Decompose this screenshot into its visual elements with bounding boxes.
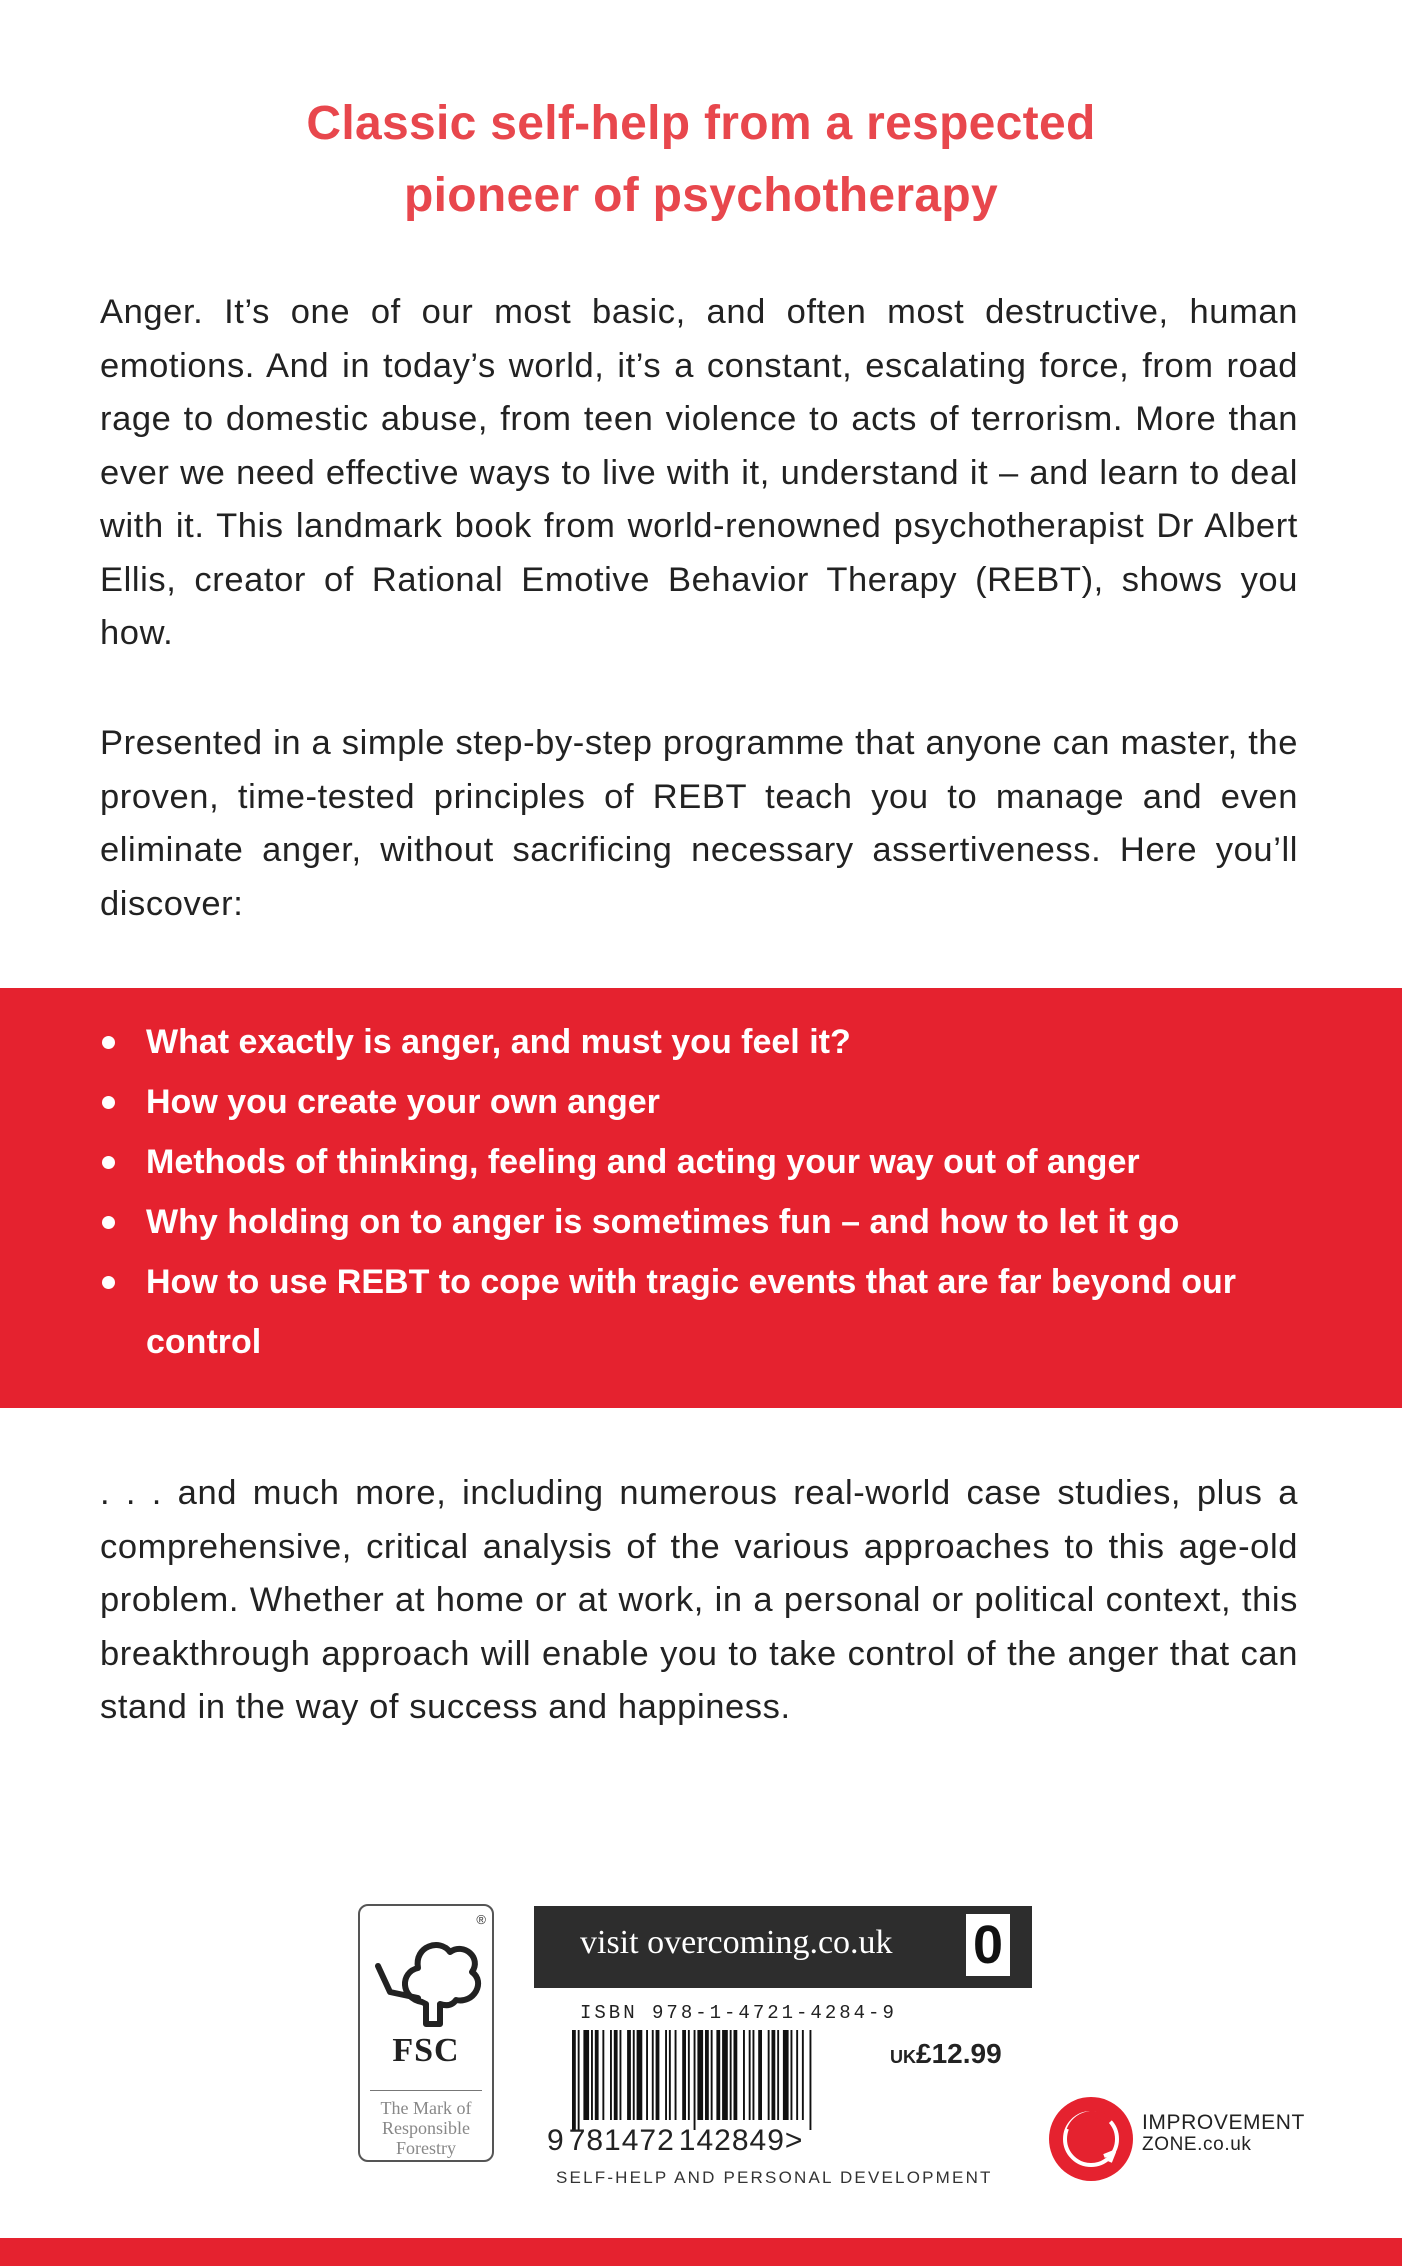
fsc-tagline: The Mark of Responsible Forestry [380,2098,472,2158]
barcode-bar [656,2030,660,2120]
list-item: Why holding on to anger is sometimes fun – and how to let it go [100,1192,1300,1252]
barcode-bar [614,2030,618,2120]
bullet-icon [102,1156,115,1169]
barcode-bar [595,2030,599,2120]
barcode-bar [610,2030,612,2120]
list-item: Methods of thinking, feeling and acting your way out of anger [100,1132,1300,1192]
list-item: How to use REBT to cope with tragic events that are far beyond our control [100,1252,1300,1372]
barcode-bar [730,2030,732,2120]
barcode-bar [646,2030,648,2120]
website-link[interactable]: visit overcoming.co.uk [580,1924,893,1961]
headline [0,88,1402,232]
price: UK£12.99 [890,2038,1002,2069]
registered-mark: ® [476,1912,486,1927]
barcode-bar [591,2030,593,2120]
fsc-divider [370,2090,482,2091]
list-item: How you create your own anger [100,1072,1300,1132]
barcode-bar [810,2030,812,2130]
barcode-bar [665,2030,667,2120]
isbn: ISBN 978-1-4721-4284-9 [580,2002,897,2024]
barcode-bar [753,2030,755,2120]
programme-paragraph: Presented in a simple step-by-step programme that anyone can master, the proven, time-tested principles of REBT teach you to manage and even eliminate anger, without sacrificing necessary assertiveness. Here you’ll discover: [100,724,1298,923]
barcode-bar [722,2030,728,2120]
barcode-bar [675,2030,677,2120]
barcode-bar [768,2030,770,2120]
barcode-bar [705,2030,709,2120]
intro-paragraph: Anger. It’s one of our most basic, and often most destructive, human emotions. And in today’s world, it’s a constant, escalating force, from road rage to domestic abuse, from teen violence to acts of terrorism. More than ever we need effective ways to live with it, understand it – and learn to deal with it. This landmark book from world-renowned psychotherapist Dr Albert Ellis, creator of Rational Emotive Behavior Therapy (REBT), shows you how. [100,293,1298,652]
barcode-bar [620,2030,622,2120]
barcode-bar [697,2030,703,2120]
website-banner [534,1906,1032,1988]
fsc-tree-icon [360,1906,494,2036]
barcode-bar [743,2030,745,2120]
barcode-bar [633,2030,635,2120]
headline-line-2: pioneer of psychotherapy [404,169,998,222]
barcode-bar [688,2030,690,2120]
barcode-bar [711,2030,713,2120]
improvement-zone-logo-icon [1048,2096,1134,2182]
bullet-icon [102,1216,115,1229]
fsc-logo-text: FSC [392,2032,460,2069]
barcode-bar [777,2030,779,2120]
publisher-mark: 0 [966,1914,1010,1976]
bottom-band [0,2238,1402,2266]
closing-paragraph: . . . and much more, including numerous real-world case studies, plus a comprehensive, critical analysis of the various approaches to this age-old problem. Whether at home or at work, in a personal or political context, this breakthrough approach will enable you to take control of the anger that can stand in the way of success and happiness. [100,1474,1298,1726]
barcode-bar [758,2030,762,2120]
barcode-bar [694,2030,696,2130]
list-item: What exactly is anger, and must you feel it? [100,1012,1300,1072]
barcode-bar [652,2030,654,2120]
barcode-bar [796,2030,798,2120]
fsc-label [358,1904,494,2162]
headline-line-1: Classic self-help from a respected [306,97,1096,150]
imprint-name: IMPROVEMENT ZONE.co.uk [1142,2111,1305,2155]
barcode-number: 9 781472 142849> [547,2124,804,2157]
barcode-bars [570,2030,880,2130]
barcode-bar [583,2030,589,2120]
barcode-bar [802,2030,804,2120]
barcode-bar [734,2030,738,2120]
barcode-bar [783,2030,789,2120]
barcode-bar [772,2030,776,2120]
barcode-bar [749,2030,751,2120]
bullet-list [100,1012,1300,1372]
category-label: SELF-HELP AND PERSONAL DEVELOPMENT [556,2168,993,2187]
barcode-bar [627,2030,631,2120]
bullet-icon [102,1276,115,1289]
barcode-bar [602,2030,604,2120]
bullet-icon [102,1096,115,1109]
barcode-bar [572,2030,576,2130]
barcode-bar [791,2030,793,2120]
barcode-bar [716,2030,720,2120]
barcode-bar [669,2030,671,2120]
bullet-icon [102,1036,115,1049]
barcode-bar [578,2030,580,2130]
barcode-bar [637,2030,643,2120]
barcode-bar [682,2030,686,2120]
